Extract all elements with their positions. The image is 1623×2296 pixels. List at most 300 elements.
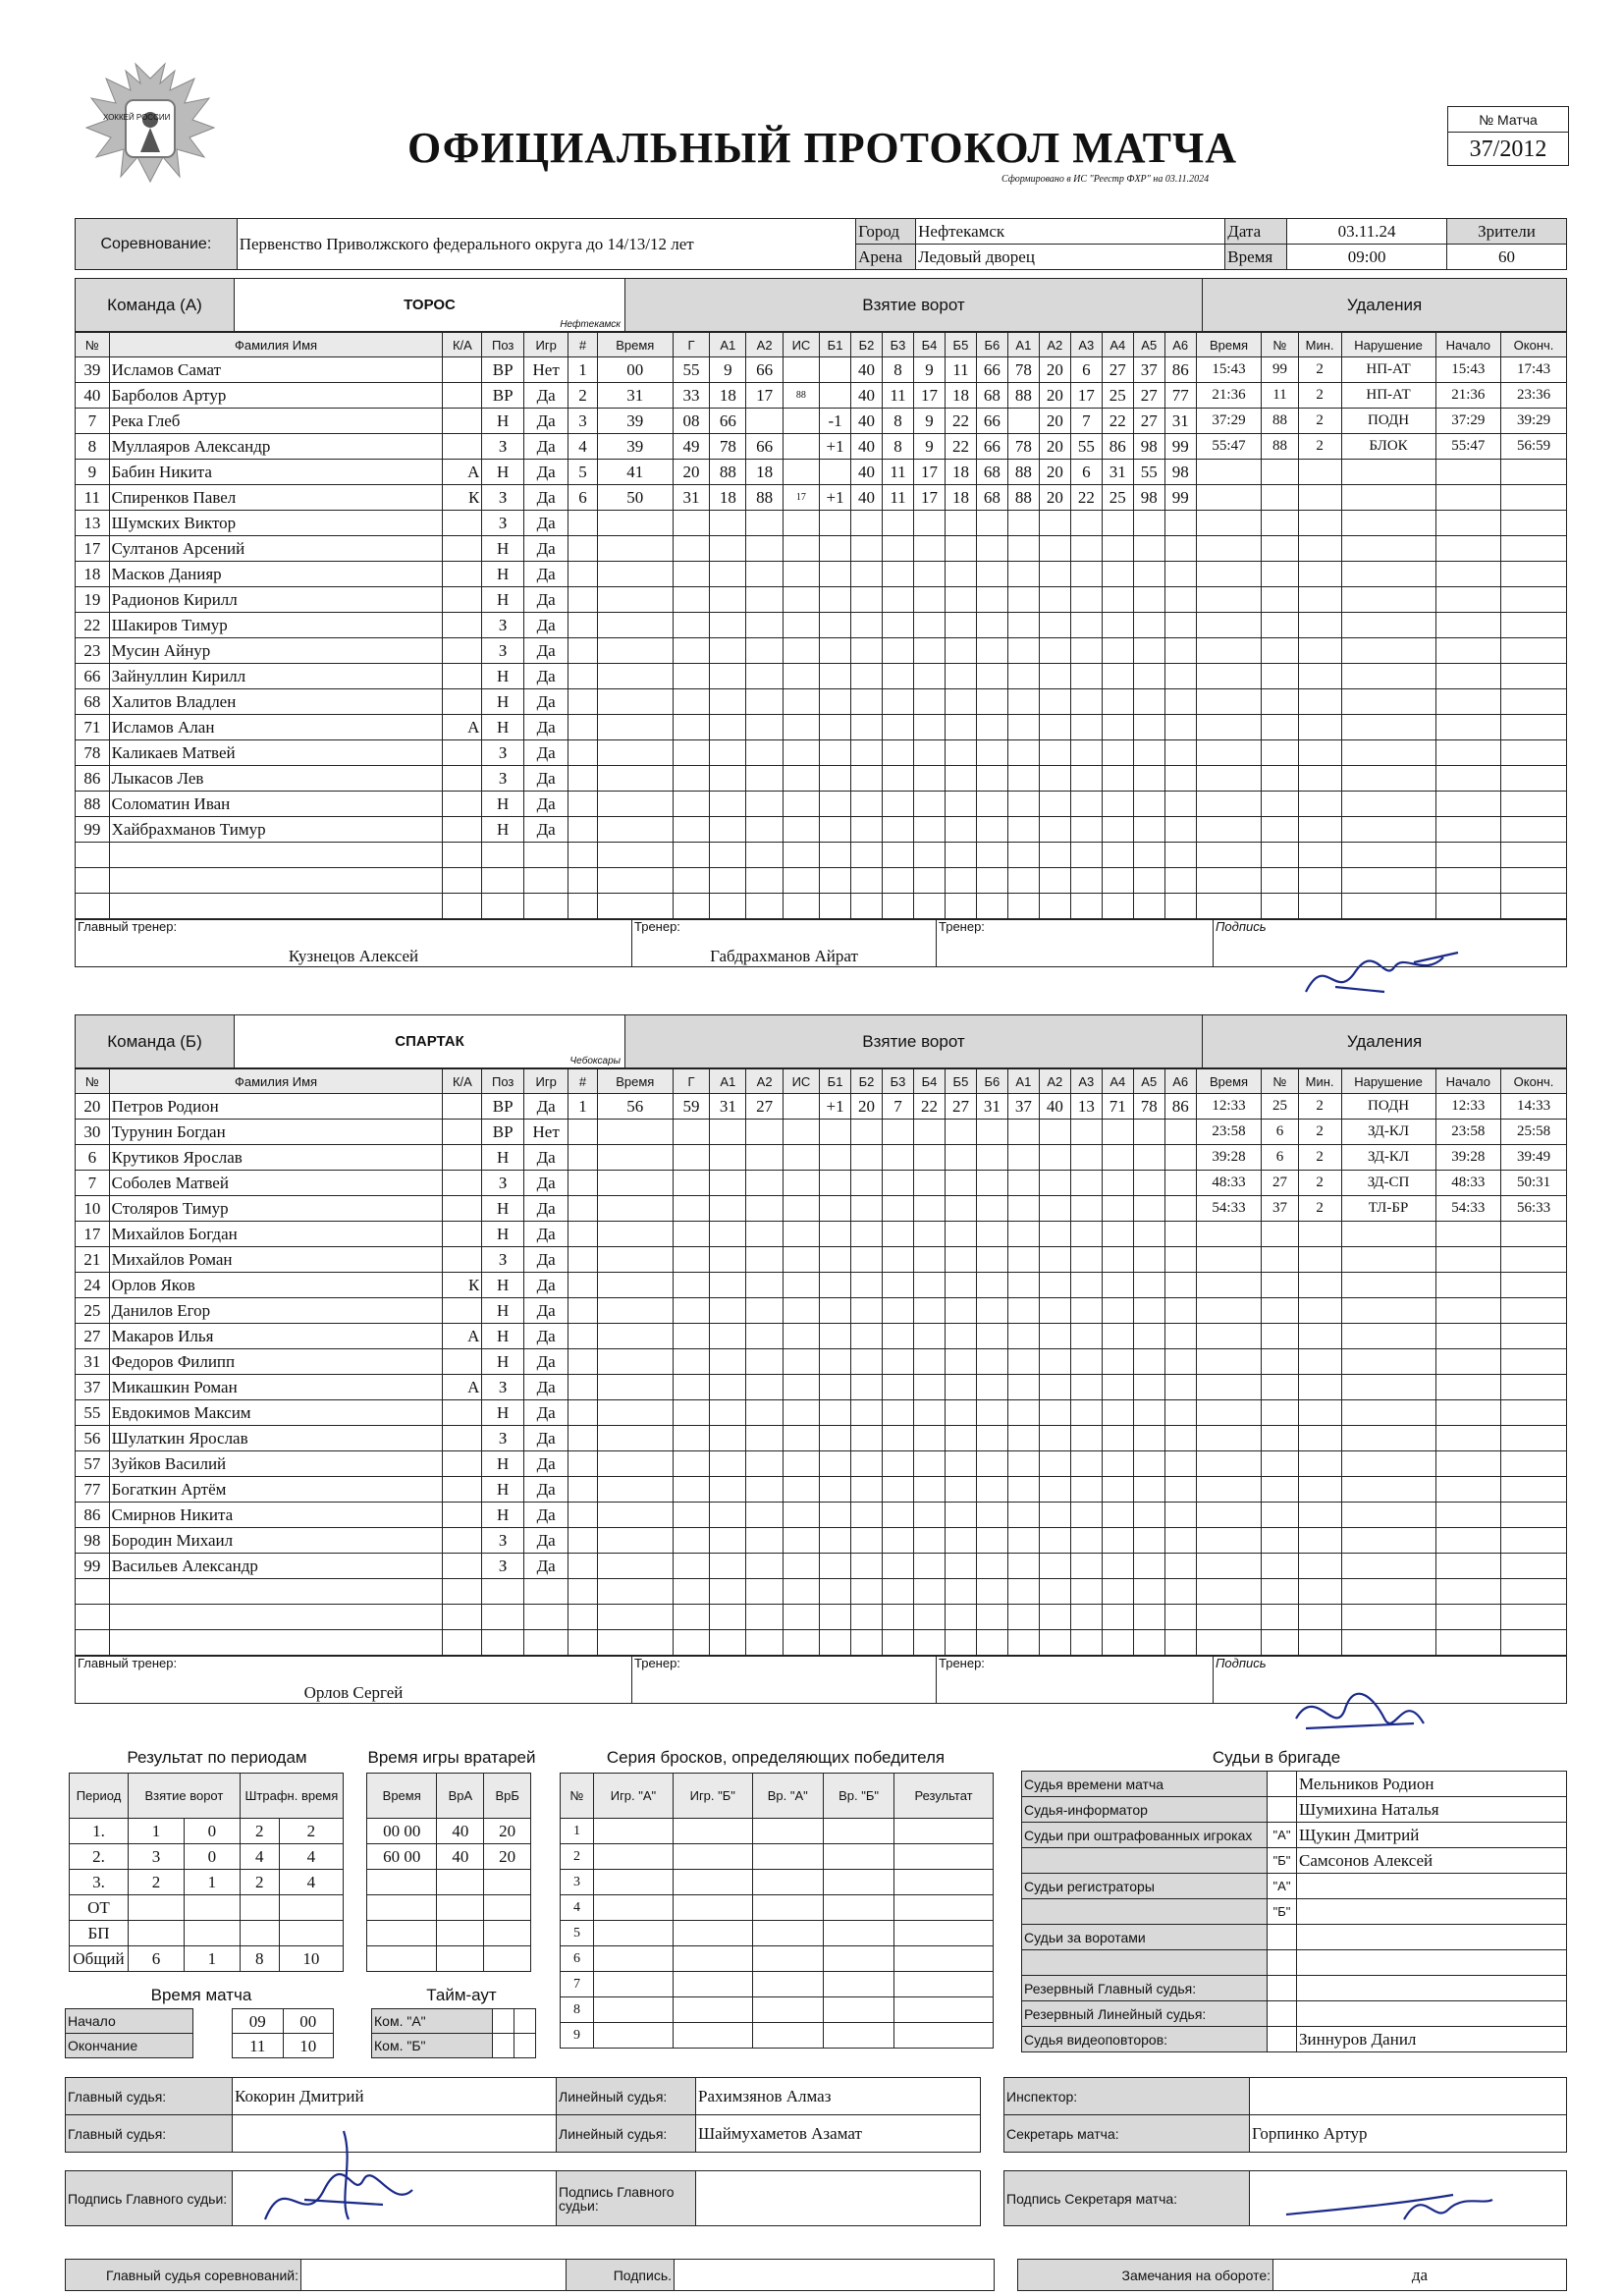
- col-p_time: Время: [1196, 1069, 1262, 1094]
- goal-cell: 20: [1039, 357, 1070, 383]
- player-played: Да: [524, 1451, 568, 1477]
- timeout-title: Тайм-аут: [426, 1986, 497, 2004]
- team-city: Нефтекамск: [560, 319, 621, 330]
- player-pos: З: [482, 1528, 524, 1554]
- goal-cell: 9: [710, 357, 746, 383]
- goal-cell: 00: [597, 357, 673, 383]
- player-name: Масков Данияр: [109, 562, 443, 587]
- date-label: Дата: [1225, 219, 1287, 245]
- goal-cell: 20: [673, 460, 709, 485]
- player-played: Да: [524, 1247, 568, 1273]
- goal-cell: 40: [851, 485, 883, 511]
- col-p_min: Мин.: [1298, 333, 1341, 357]
- table-row: [76, 1145, 1567, 1171]
- goal-cell: 11: [883, 485, 914, 511]
- period-value: 6: [129, 1946, 185, 1972]
- signature-team-b: [1276, 1679, 1453, 1748]
- coach: Габдрахманов Айрат: [710, 947, 858, 965]
- period-value: 4: [240, 1844, 279, 1870]
- penalties-header: Удаления: [1203, 279, 1567, 332]
- player-pos: Н: [482, 1477, 524, 1503]
- goal-cell: 37: [1133, 357, 1164, 383]
- period-value: 2: [129, 1870, 185, 1895]
- player-played: Да: [524, 715, 568, 740]
- so-b: Игр. "Б": [673, 1774, 752, 1819]
- period-value: 4: [279, 1870, 343, 1895]
- goal-cell: 55: [1070, 434, 1102, 460]
- player-name: Федоров Филипп: [109, 1349, 443, 1375]
- player-name: Михайлов Роман: [109, 1247, 443, 1273]
- col-ka: К/А: [443, 333, 482, 357]
- table-row: [76, 434, 1567, 460]
- shootout-title: Серия бросков, определяющих победителя: [606, 1748, 946, 1767]
- player-ka: [443, 689, 482, 715]
- player-ka: [443, 1196, 482, 1222]
- player-played: Да: [524, 1349, 568, 1375]
- coach-label: Тренер:: [634, 919, 680, 934]
- penalties-header: Удаления: [1203, 1015, 1567, 1068]
- secretary: Горпинко Артур: [1250, 2115, 1567, 2153]
- player-pos: Н: [482, 1145, 524, 1171]
- so-row: [561, 1895, 994, 1921]
- player-ka: [443, 1298, 482, 1324]
- referee-side: [1268, 1772, 1297, 1797]
- pen-cell: 2: [1298, 1171, 1341, 1196]
- player-name: Шакиров Тимур: [109, 613, 443, 638]
- gk-row: [367, 1844, 531, 1870]
- goal-cell: 18: [945, 460, 976, 485]
- goal-cell: 59: [673, 1094, 709, 1120]
- table-row: [76, 536, 1567, 562]
- goal-cell: 71: [1102, 1094, 1133, 1120]
- pen-start: 48:33: [1435, 1171, 1501, 1196]
- col-p_start: Начало: [1435, 1069, 1501, 1094]
- player-played: Да: [524, 1503, 568, 1528]
- player-no: 19: [76, 587, 110, 613]
- table-row: [76, 383, 1567, 409]
- player-ka: [443, 536, 482, 562]
- pen-cell: ЗД-КЛ: [1341, 1120, 1435, 1145]
- referee-side: [1268, 1950, 1297, 1976]
- goal-cell: 31: [710, 1094, 746, 1120]
- pen-start: 12:33: [1435, 1094, 1501, 1120]
- player-ka: [443, 817, 482, 843]
- line-ref-label-2: Линейный судья:: [557, 2115, 696, 2153]
- player-ka: [443, 1094, 482, 1120]
- referee-role: Судьи регистраторы: [1022, 1874, 1268, 1899]
- player-name: Турунин Богдан: [109, 1120, 443, 1145]
- periods-title: Результат по периодам: [127, 1748, 307, 1767]
- period-name: 1.: [70, 1819, 129, 1844]
- goal-cell: 66: [976, 357, 1007, 383]
- period-value: 8: [240, 1946, 279, 1972]
- col-goal-time: Время: [597, 333, 673, 357]
- goal-cell: [820, 383, 851, 409]
- spectators-label: Зрители: [1446, 219, 1566, 245]
- col-name: Фамилия Имя: [109, 1069, 443, 1094]
- goal-cell: 11: [945, 357, 976, 383]
- player-ka: [443, 613, 482, 638]
- referee-name: [1297, 1899, 1567, 1925]
- gk-table: [366, 1773, 531, 1972]
- period-value: 2: [279, 1819, 343, 1844]
- player-name: Микашкин Роман: [109, 1375, 443, 1400]
- table-row: [76, 1451, 1567, 1477]
- pen-cell: 2: [1298, 434, 1341, 460]
- referee-name: Зиннуров Данил: [1297, 2027, 1567, 2052]
- col-a2: А2: [746, 1069, 783, 1094]
- player-pos: Н: [482, 792, 524, 817]
- goals-label: Взятие ворот: [129, 1774, 241, 1819]
- mt-end-m: 10: [283, 2034, 334, 2058]
- player-played: Да: [524, 1222, 568, 1247]
- goal-cell: 9: [913, 357, 945, 383]
- player-no: 57: [76, 1451, 110, 1477]
- line-ref-1: Рахимзянов Алмаз: [696, 2078, 981, 2115]
- goal-cell: 17: [913, 383, 945, 409]
- goal-cell: 88: [783, 383, 819, 409]
- col-onice: А1: [1007, 1069, 1039, 1094]
- period-row: [70, 1870, 344, 1895]
- team-grid: [75, 1068, 1567, 1656]
- col-onice: Б5: [945, 333, 976, 357]
- to-b: Ком. "Б": [372, 2034, 493, 2058]
- player-pos: З: [482, 766, 524, 792]
- col-onice: Б6: [976, 333, 1007, 357]
- col-p_end: Оконч.: [1501, 333, 1567, 357]
- player-name: Соболев Матвей: [109, 1171, 443, 1196]
- table-row: [76, 1120, 1567, 1145]
- col-no: №: [76, 1069, 110, 1094]
- so-vb: Вр. "Б": [823, 1774, 893, 1819]
- player-no: 13: [76, 511, 110, 536]
- gk-b: ВрБ: [484, 1774, 531, 1819]
- referee-side: [1268, 1797, 1297, 1823]
- so-row-no: 4: [561, 1895, 594, 1921]
- pen-end: 23:36: [1501, 383, 1567, 409]
- goal-cell: 20: [1039, 485, 1070, 511]
- goal-cell: 3: [568, 409, 597, 434]
- pen-end: 14:33: [1501, 1094, 1567, 1120]
- referee-side: [1268, 2001, 1297, 2027]
- player-no: 17: [76, 1222, 110, 1247]
- inspector-label: Инспектор:: [1004, 2078, 1250, 2115]
- signature-main-referee: [245, 2111, 442, 2239]
- player-played: Да: [524, 460, 568, 485]
- goals-header: Взятие ворот: [625, 1015, 1203, 1068]
- referee-role: Судья видеоповторов:: [1022, 2027, 1268, 2052]
- goal-cell: 22: [1102, 409, 1133, 434]
- spectators: 60: [1446, 245, 1566, 270]
- table-row: [76, 357, 1567, 383]
- period-value: 4: [279, 1844, 343, 1870]
- info-table: [75, 218, 1567, 270]
- goal-cell: 40: [851, 357, 883, 383]
- table-row: [76, 689, 1567, 715]
- referee-row: [1022, 1848, 1567, 1874]
- goal-cell: 98: [1164, 460, 1196, 485]
- mt-end-label: Окончание: [66, 2034, 193, 2058]
- player-ka: А: [443, 1375, 482, 1400]
- periods-table: [69, 1773, 344, 1972]
- pen-cell: БЛОК: [1341, 434, 1435, 460]
- so-row-no: 9: [561, 2023, 594, 2049]
- goal-cell: 17: [1070, 383, 1102, 409]
- table-row: [76, 613, 1567, 638]
- table-row: [76, 485, 1567, 511]
- player-played: Да: [524, 1477, 568, 1503]
- player-pos: Н: [482, 1222, 524, 1247]
- goal-cell: 31: [976, 1094, 1007, 1120]
- goal-cell: -1: [820, 409, 851, 434]
- pen-cell: 2: [1298, 1145, 1341, 1171]
- player-pos: З: [482, 434, 524, 460]
- col-p_no: №: [1262, 1069, 1298, 1094]
- col-onice: А6: [1164, 1069, 1196, 1094]
- goal-cell: [746, 409, 783, 434]
- player-pos: Н: [482, 664, 524, 689]
- player-name: Шулаткин Ярослав: [109, 1426, 443, 1451]
- player-no: 6: [76, 1145, 110, 1171]
- player-name: Михайлов Богдан: [109, 1222, 443, 1247]
- player-no: 25: [76, 1298, 110, 1324]
- period-value: 0: [184, 1819, 240, 1844]
- player-no: 11: [76, 485, 110, 511]
- team-grid: [75, 332, 1567, 919]
- player-ka: [443, 766, 482, 792]
- pen-cell: ТЛ-БР: [1341, 1196, 1435, 1222]
- goal-cell: [820, 460, 851, 485]
- goal-cell: [820, 357, 851, 383]
- period-value: 1: [129, 1819, 185, 1844]
- player-ka: [443, 1503, 482, 1528]
- col-onice: А2: [1039, 1069, 1070, 1094]
- player-played: Да: [524, 613, 568, 638]
- col-a1: А1: [710, 1069, 746, 1094]
- referee-role: Судья времени матча: [1022, 1772, 1268, 1797]
- pen-cell: НП-АТ: [1341, 357, 1435, 383]
- goal-cell: 86: [1164, 357, 1196, 383]
- head-coach: Кузнецов Алексей: [288, 947, 419, 965]
- player-played: Да: [524, 689, 568, 715]
- table-row: [76, 740, 1567, 766]
- period-row: [70, 1921, 344, 1946]
- pen-cell: ПОДН: [1341, 1094, 1435, 1120]
- player-name: Мусин Айнур: [109, 638, 443, 664]
- signature-label: Подпись: [1216, 1656, 1267, 1670]
- player-no: 17: [76, 536, 110, 562]
- so-row-no: 2: [561, 1844, 594, 1870]
- goal-cell: 78: [1133, 1094, 1164, 1120]
- player-played: Да: [524, 587, 568, 613]
- col-goal-g: Г: [673, 1069, 709, 1094]
- col-onice: Б3: [883, 1069, 914, 1094]
- player-no: 88: [76, 792, 110, 817]
- player-played: Нет: [524, 357, 568, 383]
- player-name: Барболов Артур: [109, 383, 443, 409]
- player-played: Нет: [524, 1120, 568, 1145]
- goal-cell: 11: [883, 460, 914, 485]
- pen-start: 15:43: [1435, 357, 1501, 383]
- goal-cell: 27: [746, 1094, 783, 1120]
- player-pos: З: [482, 613, 524, 638]
- goal-cell: 18: [945, 485, 976, 511]
- period-name: 3.: [70, 1870, 129, 1895]
- player-pos: Н: [482, 536, 524, 562]
- period-value: [279, 1921, 343, 1946]
- goal-cell: 66: [746, 357, 783, 383]
- pen-cell: 25: [1262, 1094, 1298, 1120]
- player-name: Столяров Тимур: [109, 1196, 443, 1222]
- goal-cell: 6: [1070, 357, 1102, 383]
- player-ka: [443, 511, 482, 536]
- time: 09:00: [1287, 245, 1447, 270]
- pen-cell: 27: [1262, 1171, 1298, 1196]
- player-name: Река Глеб: [109, 409, 443, 434]
- table-row: [76, 587, 1567, 613]
- gk-time-val: 00 00: [367, 1819, 437, 1844]
- col-no: №: [76, 333, 110, 357]
- player-name: Исламов Самат: [109, 357, 443, 383]
- table-row: [76, 868, 1567, 894]
- pen-time: 54:33: [1196, 1196, 1262, 1222]
- player-played: Да: [524, 1145, 568, 1171]
- pen-cell: 2: [1298, 1120, 1341, 1145]
- goal-cell: 9: [913, 434, 945, 460]
- period-value: [279, 1895, 343, 1921]
- goal-cell: 66: [976, 434, 1007, 460]
- period-name: ОТ: [70, 1895, 129, 1921]
- so-a: Игр. "А": [594, 1774, 674, 1819]
- team-name-cell: [235, 1015, 625, 1068]
- referee-row: [1022, 2027, 1567, 2052]
- pen-end: 17:43: [1501, 357, 1567, 383]
- player-no: 86: [76, 1503, 110, 1528]
- team-city: Чебоксары: [569, 1056, 621, 1066]
- player-pos: Н: [482, 1400, 524, 1426]
- line-ref-label-1: Линейный судья:: [557, 2078, 696, 2115]
- pen-cell: 2: [1298, 357, 1341, 383]
- goal-cell: 2: [568, 383, 597, 409]
- table-row: [76, 638, 1567, 664]
- goal-cell: 78: [1007, 357, 1039, 383]
- col-onice: А3: [1070, 333, 1102, 357]
- goal-cell: 20: [1039, 460, 1070, 485]
- col-a2: А2: [746, 333, 783, 357]
- pen-time: 55:47: [1196, 434, 1262, 460]
- team-b-section: [75, 1014, 1567, 1704]
- goal-cell: 39: [597, 409, 673, 434]
- player-name: Муллаяров Александр: [109, 434, 443, 460]
- pen-end: 39:29: [1501, 409, 1567, 434]
- referee-row: [1022, 1797, 1567, 1823]
- player-pos: Н: [482, 1349, 524, 1375]
- col-ka: К/А: [443, 1069, 482, 1094]
- goal-cell: 22: [945, 434, 976, 460]
- goal-cell: 98: [1133, 434, 1164, 460]
- player-ka: [443, 1451, 482, 1477]
- col-goal-g: Г: [673, 333, 709, 357]
- team-name-cell: [235, 279, 625, 332]
- referee-role: [1022, 1899, 1268, 1925]
- period-value: 1: [184, 1946, 240, 1972]
- col-onice: Б2: [851, 333, 883, 357]
- referee-role: [1022, 1848, 1268, 1874]
- period-value: 10: [279, 1946, 343, 1972]
- referee-row: [1022, 1976, 1567, 2001]
- player-pos: Н: [482, 1298, 524, 1324]
- pen-start: 54:33: [1435, 1196, 1501, 1222]
- player-name: Хайбрахманов Тимур: [109, 817, 443, 843]
- player-pos: Н: [482, 409, 524, 434]
- so-row: [561, 2023, 994, 2049]
- goal-cell: 31: [597, 383, 673, 409]
- col-onice: Б6: [976, 1069, 1007, 1094]
- table-row: [76, 1324, 1567, 1349]
- goal-cell: 20: [1039, 409, 1070, 434]
- so-row-no: 8: [561, 1997, 594, 2023]
- goal-cell: 99: [1164, 434, 1196, 460]
- pen-start: 37:29: [1435, 409, 1501, 434]
- so-row-no: 5: [561, 1921, 594, 1946]
- signature-secretary: [1276, 2175, 1512, 2234]
- col-pos: Поз: [482, 1069, 524, 1094]
- player-no: 31: [76, 1349, 110, 1375]
- goal-cell: 20: [851, 1094, 883, 1120]
- gk-b-val: 20: [484, 1844, 531, 1870]
- goal-cell: 1: [568, 1094, 597, 1120]
- player-no: 22: [76, 613, 110, 638]
- col-onice: Б4: [913, 333, 945, 357]
- player-no: 10: [76, 1196, 110, 1222]
- gk-a-val: 40: [437, 1819, 484, 1844]
- so-res: Результат: [894, 1774, 994, 1819]
- col-onice: Б2: [851, 1069, 883, 1094]
- pen-cell: ПОДН: [1341, 409, 1435, 434]
- goal-cell: 88: [1007, 460, 1039, 485]
- referee-name: [1297, 1976, 1567, 2001]
- player-no: 71: [76, 715, 110, 740]
- goal-cell: 33: [673, 383, 709, 409]
- logo-text: ХОККЕЙ РОССИИ: [103, 113, 171, 122]
- player-ka: [443, 740, 482, 766]
- so-va: Вр. "А": [752, 1774, 823, 1819]
- pen-time: 23:58: [1196, 1120, 1262, 1145]
- page-title: ОФИЦИАЛЬНЫЙ ПРОТОКОЛ МАТЧА: [407, 124, 1238, 172]
- goal-cell: 88: [710, 460, 746, 485]
- player-pos: З: [482, 1247, 524, 1273]
- mt-start-h: 09: [233, 2009, 284, 2034]
- goal-cell: [783, 357, 819, 383]
- gk-a-val: 40: [437, 1844, 484, 1870]
- pen-cell: 88: [1262, 409, 1298, 434]
- arena-label: Арена: [856, 245, 916, 270]
- remarks-label: Замечания на обороте:: [1018, 2260, 1273, 2291]
- goal-cell: 86: [1102, 434, 1133, 460]
- pen-cell: НП-АТ: [1341, 383, 1435, 409]
- coach-label: Тренер:: [634, 1656, 680, 1670]
- player-played: Да: [524, 562, 568, 587]
- referee-role: Судьи при оштрафованных игроках: [1022, 1823, 1268, 1848]
- player-name: Богаткин Артём: [109, 1477, 443, 1503]
- player-played: Да: [524, 409, 568, 434]
- pen-time: 15:43: [1196, 357, 1262, 383]
- goal-cell: 27: [1133, 383, 1164, 409]
- goal-cell: 98: [1133, 485, 1164, 511]
- so-row-no: 1: [561, 1819, 594, 1844]
- col-p_viol: Нарушение: [1341, 333, 1435, 357]
- player-played: Да: [524, 1196, 568, 1222]
